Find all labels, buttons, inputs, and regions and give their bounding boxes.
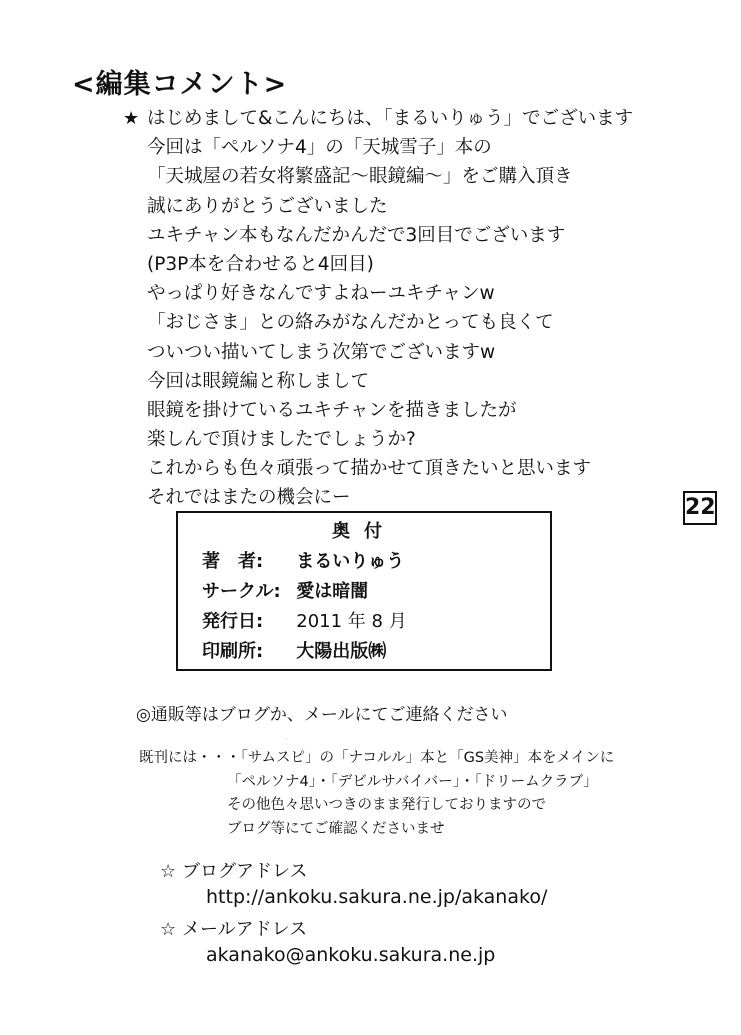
comment-line: (P3P本を合わせると4回目) bbox=[147, 253, 374, 275]
blog-url[interactable]: http://ankoku.sakura.ne.jp/akanako/ bbox=[206, 886, 548, 908]
backlist-line: ブログ等にてご確認くださいませ bbox=[227, 820, 445, 837]
comment-line: ★ はじめまして&こんにちは、「まるいりゅう」でございます bbox=[123, 104, 633, 133]
blog-label: ブログアドレス bbox=[182, 861, 308, 882]
mail-order-note: ◎通販等はブログか、メールにてご連絡ください bbox=[136, 705, 508, 725]
mail-address[interactable]: akanako@ankoku.sakura.ne.jp bbox=[206, 944, 496, 966]
stray-dot: · bbox=[285, 735, 288, 744]
blog-label-row bbox=[160, 857, 307, 883]
comment-line: 「天城屋の若女将繁盛記〜眼鏡編〜」をご購入頂き bbox=[147, 166, 573, 188]
mail-label-row bbox=[160, 915, 307, 941]
colophon-date-row bbox=[202, 607, 407, 633]
star-outline-icon: ☆ bbox=[160, 919, 177, 940]
date-label: 発行日: bbox=[202, 611, 264, 632]
comment-line: 今回は「ペルソナ4」の「天城雪子」本の bbox=[147, 137, 492, 159]
author-label: 著 者: bbox=[202, 551, 264, 572]
colophon-title: 奥付 bbox=[332, 521, 396, 542]
colophon-circle-row bbox=[202, 577, 368, 603]
page-number: 22 bbox=[683, 491, 717, 525]
date-value: 2011 年 8 月 bbox=[296, 611, 407, 632]
comment-line: ユキチャン本もなんだかんだで3回目でございます bbox=[147, 224, 566, 246]
comment-line: 誠にありがとうございました bbox=[147, 195, 388, 217]
circle-value: 愛は暗闇 bbox=[296, 581, 369, 602]
backlist-line: 「ペルソナ4」・「デビルサバイバー」・「ドリームクラブ」 bbox=[227, 773, 598, 790]
comment-line: 楽しんで頂けましたでしょうか? bbox=[147, 429, 416, 451]
printer-value: 大陽出版㈱ bbox=[296, 641, 387, 662]
printer-label: 印刷所: bbox=[202, 641, 264, 662]
backlist-line: その他色々思いつきのまま発行しておりますので bbox=[227, 797, 546, 813]
comment-line: ついつい描いてしまう次第でございますw bbox=[147, 341, 496, 363]
backlist-info bbox=[139, 747, 614, 841]
colophon-box bbox=[176, 511, 552, 671]
colophon-printer-row bbox=[202, 637, 386, 663]
comment-line: これからも色々頑張って描かせて頂きたいと思います bbox=[147, 458, 592, 480]
page-heading: <編集コメント> bbox=[72, 69, 288, 100]
colophon-author-row bbox=[202, 547, 404, 573]
backlist-line: 既刊には・・・「サムスピ」の「ナコルル」本と「GS美神」本をメインに bbox=[139, 750, 615, 766]
star-outline-icon: ☆ bbox=[160, 861, 177, 882]
comment-line: 「おじさま」との絡みがなんだかとっても良くて bbox=[147, 312, 554, 334]
comment-line: 眼鏡を掛けているユキチャンを描きましたが bbox=[147, 399, 517, 421]
editor-comment bbox=[123, 104, 633, 513]
comment-line: 今回は眼鏡編と称しまして bbox=[147, 370, 370, 392]
circle-label: サークル: bbox=[202, 581, 281, 602]
mail-label: メールアドレス bbox=[182, 919, 308, 940]
comment-line: やっぱり好きなんですよねーユキチャンw bbox=[147, 283, 495, 305]
author-value: まるいりゅう bbox=[296, 551, 405, 572]
star-icon: ★ bbox=[123, 108, 140, 129]
comment-line: それではまたの機会にー bbox=[147, 487, 351, 509]
